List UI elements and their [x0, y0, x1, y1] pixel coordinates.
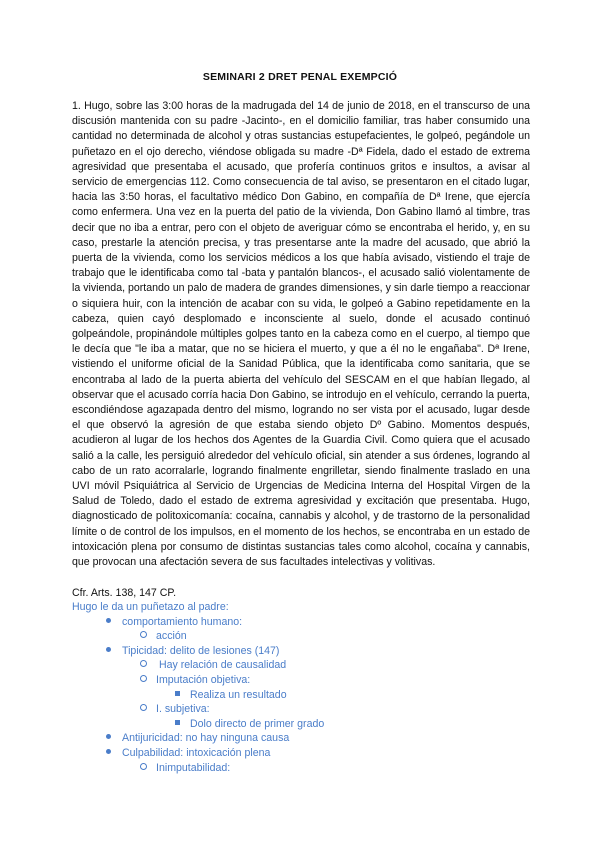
- analysis-outline: [72, 600, 532, 775]
- bullet-dot-icon: [106, 618, 111, 623]
- list-item: Culpabilidad: intoxicación plena: [72, 746, 532, 761]
- bullet-dot-icon: [106, 647, 111, 652]
- bullet-circle-icon: [140, 660, 147, 667]
- list-item: Dolo directo de primer grado: [72, 717, 532, 732]
- case-paragraph: 1. Hugo, sobre las 3:00 horas de la madrugada del 14 de junio de 2018, en el transcurso de una discusión mantenida con su padre -Jacinto-, en el domicilio familiar, tras haber consumido una cantidad no determinada de alcohol y otras sustancias estupefacientes, le golpeó, pegándole un puñetazo en el ojo derecho, viéndose obligada su madre -Dª Fidela, dado el estado de extrema agresividad que presentaba el acusado, que profería continuos gritos e insultos, a avisar al servicio de emergencias 112. Como consecuencia de tal aviso, se presentaron en el citado lugar, hacia las 3:50 horas, el facultativo médico Don Gabino, en compañía de Dª Irene, que ejercía como enfermera. Una vez en la puerta del patio de la vivienda, Don Gabino llamó al timbre, tras decir que no iba a entrar, pero con el objeto de averiguar cómo se encontraba el herido, y, en su caso, prestarle la atención precisa, y tras presentarse ante la madre del acusado, que abrió la puerta de la vivienda, como los servicios médicos a los que había avisado, vistiendo el traje de trabajo que le identificaba como tal -bata y pantalón blancos-, el acusado salió violentamente de la vivienda, portando un palo de madera de grandes dimensiones, y sin darle tiempo a reaccionar o siquiera huir, con la intención de acabar con su vida, le golpeó a Gabino repetidamente en la cabeza, quien cayó desplomado e inconsciente al suelo, donde el acusado continuó golpeándole, propinándole múltiples golpes tanto en la cabeza como en el cuerpo, al tiempo que le decía que "le iba a matar, que no se hiciera el muerto, y que a él no le engañaba". Dª Irene, vistiendo el uniforme oficial de la Sanidad Pública, que la identificaba como sanitaria, que se encontraba al lado de la puerta abierta del vehículo del SESCAM en el que habían llegado, al observar que el acusado corría hacia Don Gabino, se introdujo en el vehículo, cerrando la puerta, escondiéndose agazapada dentro del mismo, logrando no ser vista por el acusado, lugar desde el que observó la agresión de que estaba siendo objeto Dº Gabino. Momentos después, acudieron al lugar de los hechos dos Agentes de la Guardia Civil. Como quiera que el acusado salió a la calle, les persiguió alrededor del vehículo oficial, sin atender a sus órdenes, logrando al cabo de un rato acorralarle, logrando finalmente engrilletar, siendo finalmente traslado en una UVI móvil Psiquiátrica al Servicio de Urgencias de Medicina Interna del Hospital Virgen de la Salud de Toledo, dado el estado de extrema agresividad y excitación que presentaba. Hugo, diagnosticado de politoxicomanía: cocaína, cannabis y alcohol, y de trastorno de la personalidad límite o de control de los impulsos, en el momento de los hechos, se encontraba en un estado de intoxicación plena por consumo de distintas sustancias tales como alcohol, cocaína y cannabis, que provocan una afectación severa de sus facultades intelectivas y volitivas.: [72, 100, 530, 569]
- list-item: Realiza un resultado: [72, 688, 532, 703]
- list-item: comportamiento humano:: [72, 615, 532, 630]
- bullet-square-icon: [175, 691, 180, 696]
- bullet-circle-icon: [140, 675, 147, 682]
- document-title: SEMINARI 2 DRET PENAL EXEMPCIÓ: [202, 71, 398, 83]
- list-item: Antijuricidad: no hay ninguna causa: [72, 731, 532, 746]
- list-item: I. subjetiva:: [72, 702, 532, 717]
- legal-reference: Cfr. Arts. 138, 147 CP.: [72, 587, 177, 599]
- list-item: Imputación objetiva:: [72, 673, 532, 688]
- bullet-square-icon: [175, 720, 180, 725]
- bullet-dot-icon: [106, 749, 111, 754]
- bullet-circle-icon: [140, 704, 147, 711]
- bullet-circle-icon: [140, 763, 147, 770]
- bullet-circle-icon: [140, 631, 147, 638]
- list-item: Tipicidad: delito de lesiones (147): [72, 644, 532, 659]
- list-item: Hay relación de causalidad: [72, 658, 532, 673]
- list-item: Inimputabilidad:: [72, 761, 532, 776]
- outline-heading: Hugo le da un puñetazo al padre:: [72, 601, 229, 613]
- list-item: acción: [72, 629, 532, 644]
- bullet-dot-icon: [106, 734, 111, 739]
